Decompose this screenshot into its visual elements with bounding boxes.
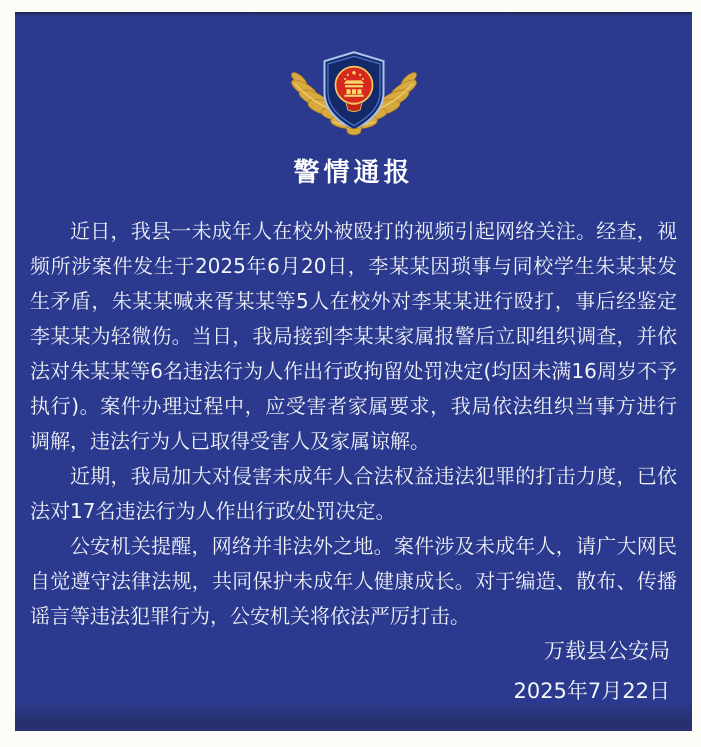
notice-title: 警情通报: [293, 158, 414, 188]
notice-body: [30, 214, 677, 634]
issuing-agency: 万载县公安局: [544, 639, 670, 663]
notice-paragraph-3: 公安机关提醒，网络并非法外之地。案件涉及未成年人，请广大网民自觉遵守法律法规，共同保护未成年人健康成长。对于编造、散布、传播谣言等违法犯罪行为，公安机关将依法严厉打击。: [30, 534, 677, 628]
police-badge-icon: [276, 44, 432, 140]
notice-paragraph-2: 近期，我局加大对侵害未成年人合法权益违法犯罪的打击力度，已依法对17名违法行为人作出行政处罚决定。: [30, 464, 677, 523]
notice-panel: [15, 12, 692, 731]
signature-block: [513, 637, 670, 705]
issue-date: 2025年7月22日: [513, 679, 670, 703]
notice-paragraph-1: 近日，我县一未成年人在校外被殴打的视频引起网络关注。经查，视频所涉案件发生于2025年6月20日，李某某因琐事与同校学生朱某某发生矛盾，朱某某喊来胥某某等5人在校外对李某某进行殴打，事后经鉴定李某某为轻微伤。当日，我局接到李某某家属报警后立即组织调查，并依法对朱某某等6名违法行为人作出行政拘留处罚决定(均因未满16周岁不予执行)。案件办理过程中，应受害者家属要求，我局依法组织当事方进行调解，违法行为人已取得受害人及家属谅解。: [30, 219, 677, 453]
